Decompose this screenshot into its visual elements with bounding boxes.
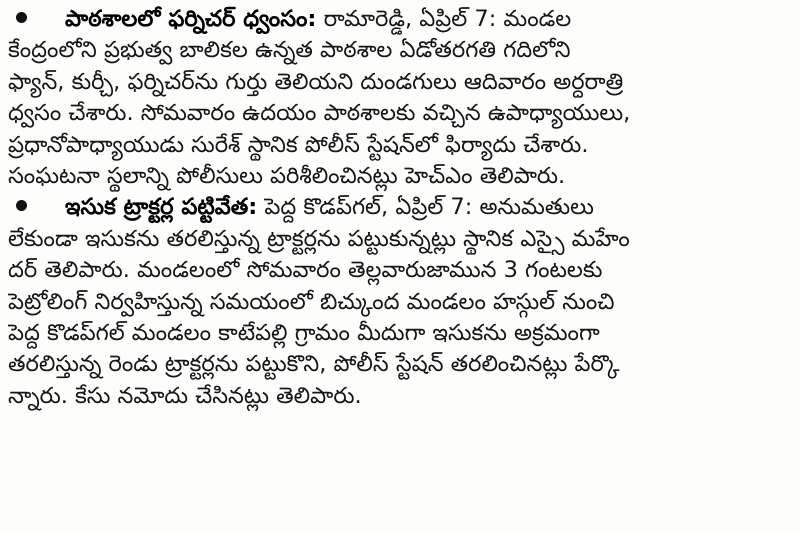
article1-line: ప్రధానోపాధ్యాయుడు సురేశ్ స్థానిక పోలీస్ స్టేషన్‌లో ఫిర్యాదు చేశారు. xyxy=(8,131,589,158)
article2-line: దర్ తెలిపారు. మండలంలో సోమవారం తెల్లవారుజామున 3 గంటలకు xyxy=(8,257,603,284)
article1-line: ఫ్యాన్, కుర్చీ, ఫర్నిచర్‌ను గుర్తు తెలియని దుండగులు ఆదివారం అర్ధరాత్రి xyxy=(8,68,624,95)
article2-line: పెద్ద కొడప్‌గల్ మండలం కాటేపల్లి గ్రామం మీదుగా ఇసుకను అక్రమంగా xyxy=(8,319,600,346)
bullet-icon xyxy=(16,12,27,23)
bullet-icon xyxy=(16,200,27,211)
article2-line: తరలిస్తున్న రెండు ట్రాక్టర్లను పట్టుకొని, పోలీస్ స్టేషన్ తరలించినట్లు పేర్కొ xyxy=(8,351,620,378)
article2-line: లేకుండా ఇసుకను తరలిస్తున్న ట్రాక్టర్లను పట్టుకున్నట్లు స్థానిక ఎస్సై మహేం xyxy=(8,225,630,252)
article1-line: కేంద్రంలోని ప్రభుత్వ బాలికల ఉన్నత పాఠశాల ఏడోతరగతి గదిలోని xyxy=(8,37,571,64)
article1-first-line xyxy=(8,4,790,35)
article2-line: పెట్రోలింగ్ నిర్వహిస్తున్న సమయంలో బిచ్కుంద మండలం హస్గుల్ నుంచి xyxy=(8,288,615,315)
article1-headline: పాఠశాలలో ఫర్నిచర్ ధ్వంసం: xyxy=(65,6,317,32)
article2-dateline: పెద్ద కొడప్‌గల్, ఏప్రిల్ 7: అనుమతులు xyxy=(257,194,594,221)
article1-line: సంఘటనా స్థలాన్ని పోలీసులు పరిశీలించినట్లు హెచ్‌ఎం తెలిపారు. xyxy=(8,162,566,189)
article1-dateline: రామారెడ్డి, ఏప్రిల్ 7: మండల xyxy=(316,6,572,32)
article2-first-line xyxy=(8,192,790,223)
article1-line: ధ్వసం చేశారు. సోమవారం ఉదయం పాఠశాలకు వచ్చిన ఉపాధ్యాయులు, xyxy=(8,100,631,127)
article2-headline: ఇసుక ట్రాక్టర్ల పట్టివేత: xyxy=(65,194,258,221)
article2-line: న్నారు. కేసు నమోదు చేసినట్లు తెలిపారు. xyxy=(8,382,362,409)
